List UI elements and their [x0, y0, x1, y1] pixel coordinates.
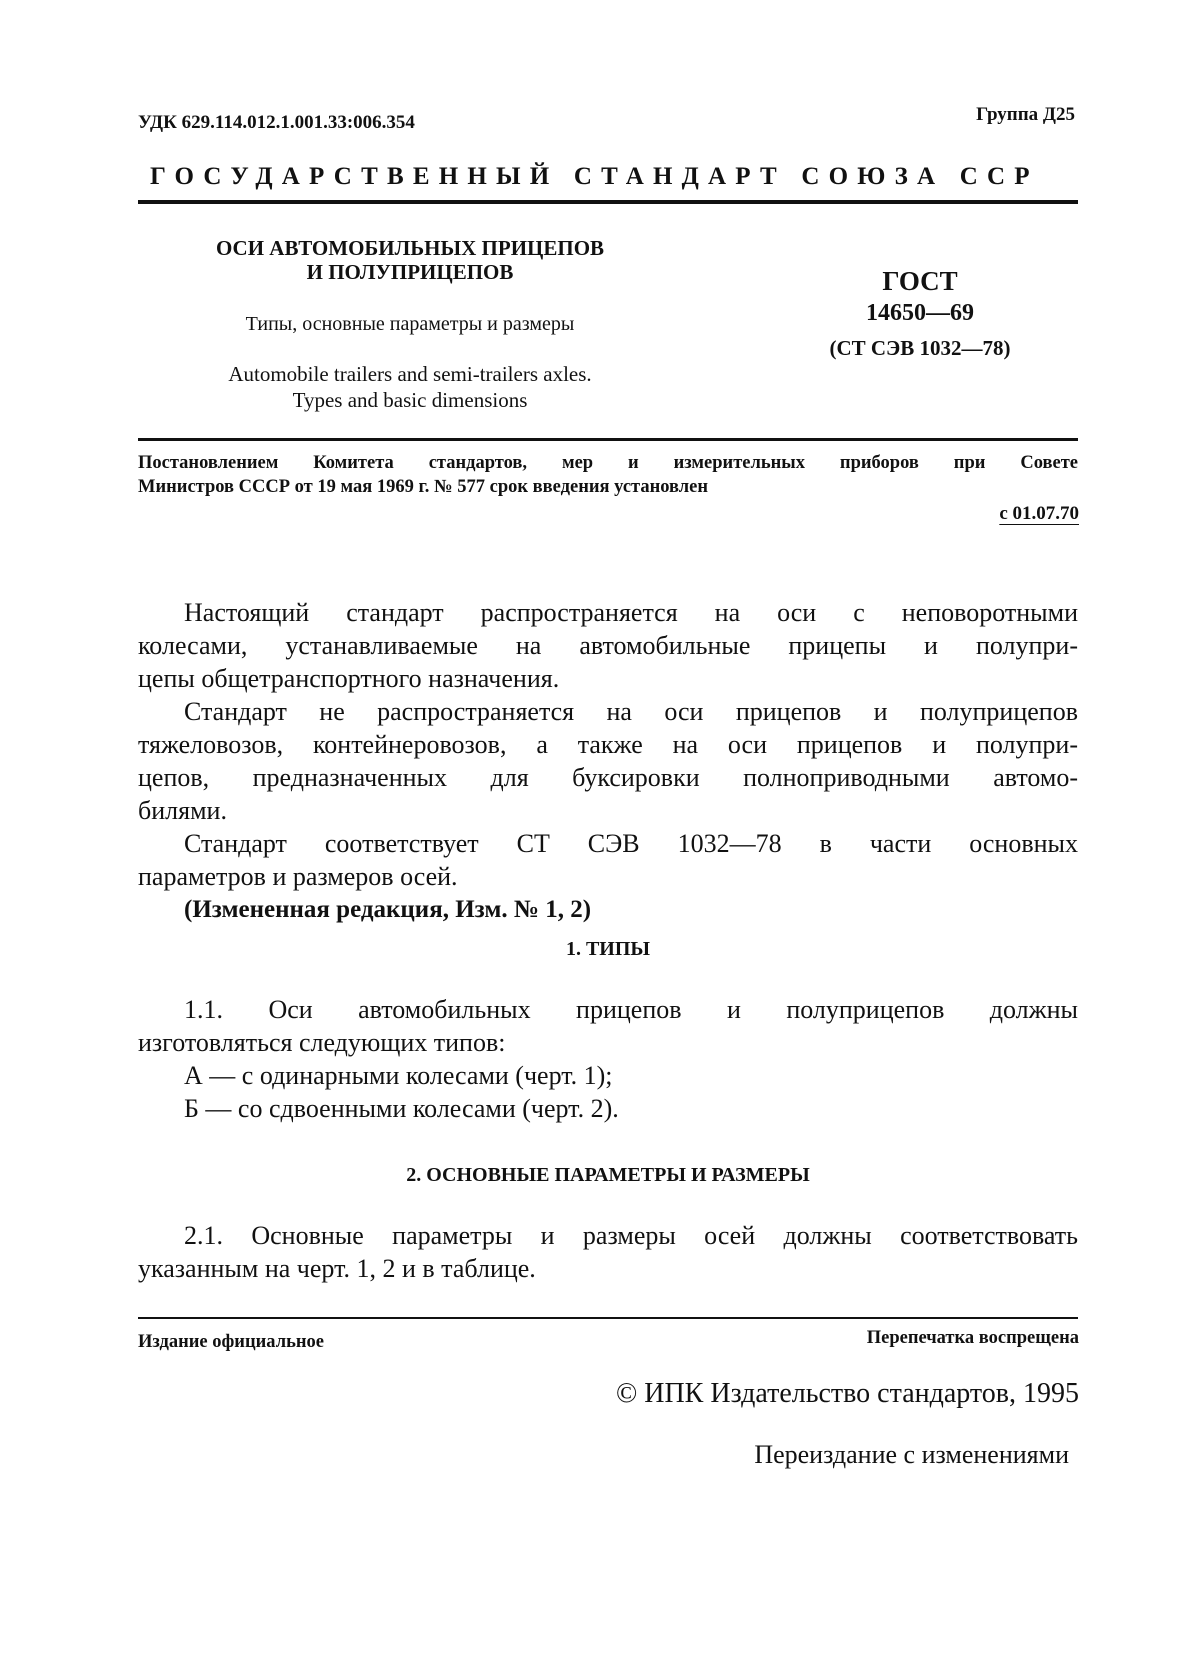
- section2-text: [138, 1219, 1078, 1285]
- intro-p2-line2: тяжеловозов, контейнеровозов, а также на оси прицепов и полупри-: [138, 730, 1078, 759]
- reissue-note: Переиздание с изменениями: [754, 1440, 1069, 1469]
- decree-text: [138, 451, 1078, 499]
- section1-text: [138, 993, 1078, 1125]
- amendment-note: (Измененная редакция, Изм. № 1, 2): [184, 896, 592, 923]
- reprint-prohibited: Перепечатка воспрещена: [866, 1328, 1079, 1348]
- section2-line2: указанным на черт. 1, 2 и в таблице.: [138, 1254, 536, 1283]
- intro-p2-line3: цепов, предназначенных для буксировки полноприводными автомо-: [138, 763, 1078, 792]
- type-a-item: А — с одинарными колесами (черт. 1);: [184, 1061, 613, 1090]
- section2-line1: 2.1. Основные параметры и размеры осей должны соответствовать: [184, 1221, 1078, 1250]
- title-en-line1: Automobile trailers and semi-trailers axles.: [228, 362, 592, 386]
- section1-line2: изготовляться следующих типов:: [138, 1028, 506, 1057]
- copyright-line: © ИПК Издательство стандартов, 1995: [615, 1378, 1079, 1409]
- title-ru-line1: ОСИ АВТОМОБИЛЬНЫХ ПРИЦЕПОВ: [215, 236, 605, 260]
- intro-p3-line2: параметров и размеров осей.: [138, 862, 458, 891]
- title-rule: [138, 438, 1078, 441]
- title-ru: [140, 236, 680, 284]
- section1-heading: 1. ТИПЫ: [565, 938, 651, 960]
- type-b-item: Б — со сдвоенными колесами (черт. 2).: [184, 1094, 619, 1123]
- title-en: [140, 361, 680, 413]
- gost-label: ГОСТ: [882, 266, 958, 296]
- decree-line1: Постановлением Комитета стандартов, мер и измерительных приборов при Совете: [138, 453, 1078, 473]
- intro-p1-line1: Настоящий стандарт распространяется на оси с неповоротными: [184, 598, 1078, 627]
- udk-code: УДК 629.114.012.1.001.33:006.354: [138, 112, 415, 133]
- section1-line1: 1.1. Оси автомобильных прицепов и полуприцепов должны: [184, 995, 1078, 1024]
- st-sev-number: (СТ СЭВ 1032—78): [829, 336, 1011, 360]
- title-ru-subtitle: Типы, основные параметры и размеры: [245, 313, 575, 335]
- title-en-line2: Types and basic dimensions: [292, 388, 528, 412]
- intro-text: [138, 596, 1078, 926]
- intro-p1-line2: колесами, устанавливаемые на автомобильные прицепы и полупри-: [138, 631, 1078, 660]
- title-ru-line2: И ПОЛУПРИЦЕПОВ: [306, 260, 514, 284]
- state-standard-title: ГОСУДАРСТВЕННЫЙ СТАНДАРТ СОЮЗА ССР: [150, 163, 1039, 190]
- gost-number: 14650—69: [866, 300, 974, 326]
- section2-heading: 2. ОСНОВНЫЕ ПАРАМЕТРЫ И РАЗМЕРЫ: [406, 1164, 810, 1186]
- intro-p1-line3: цепы общетранспортного назначения.: [138, 664, 560, 693]
- official-edition: Издание официальное: [138, 1332, 324, 1352]
- header-rule: [138, 200, 1078, 204]
- intro-p2-line1: Стандарт не распространяется на оси прицепов и полуприцепов: [184, 697, 1078, 726]
- decree-line2: Министров СССР от 19 мая 1969 г. № 577 срок введения установлен: [138, 477, 709, 497]
- intro-p2-line4: билями.: [138, 796, 227, 825]
- footer-rule: [138, 1317, 1078, 1319]
- effective-date: с 01.07.70: [999, 503, 1079, 524]
- group-code: Группа Д25: [976, 104, 1075, 125]
- intro-p3-line1: Стандарт соответствует СТ СЭВ 1032—78 в части основных: [184, 829, 1078, 858]
